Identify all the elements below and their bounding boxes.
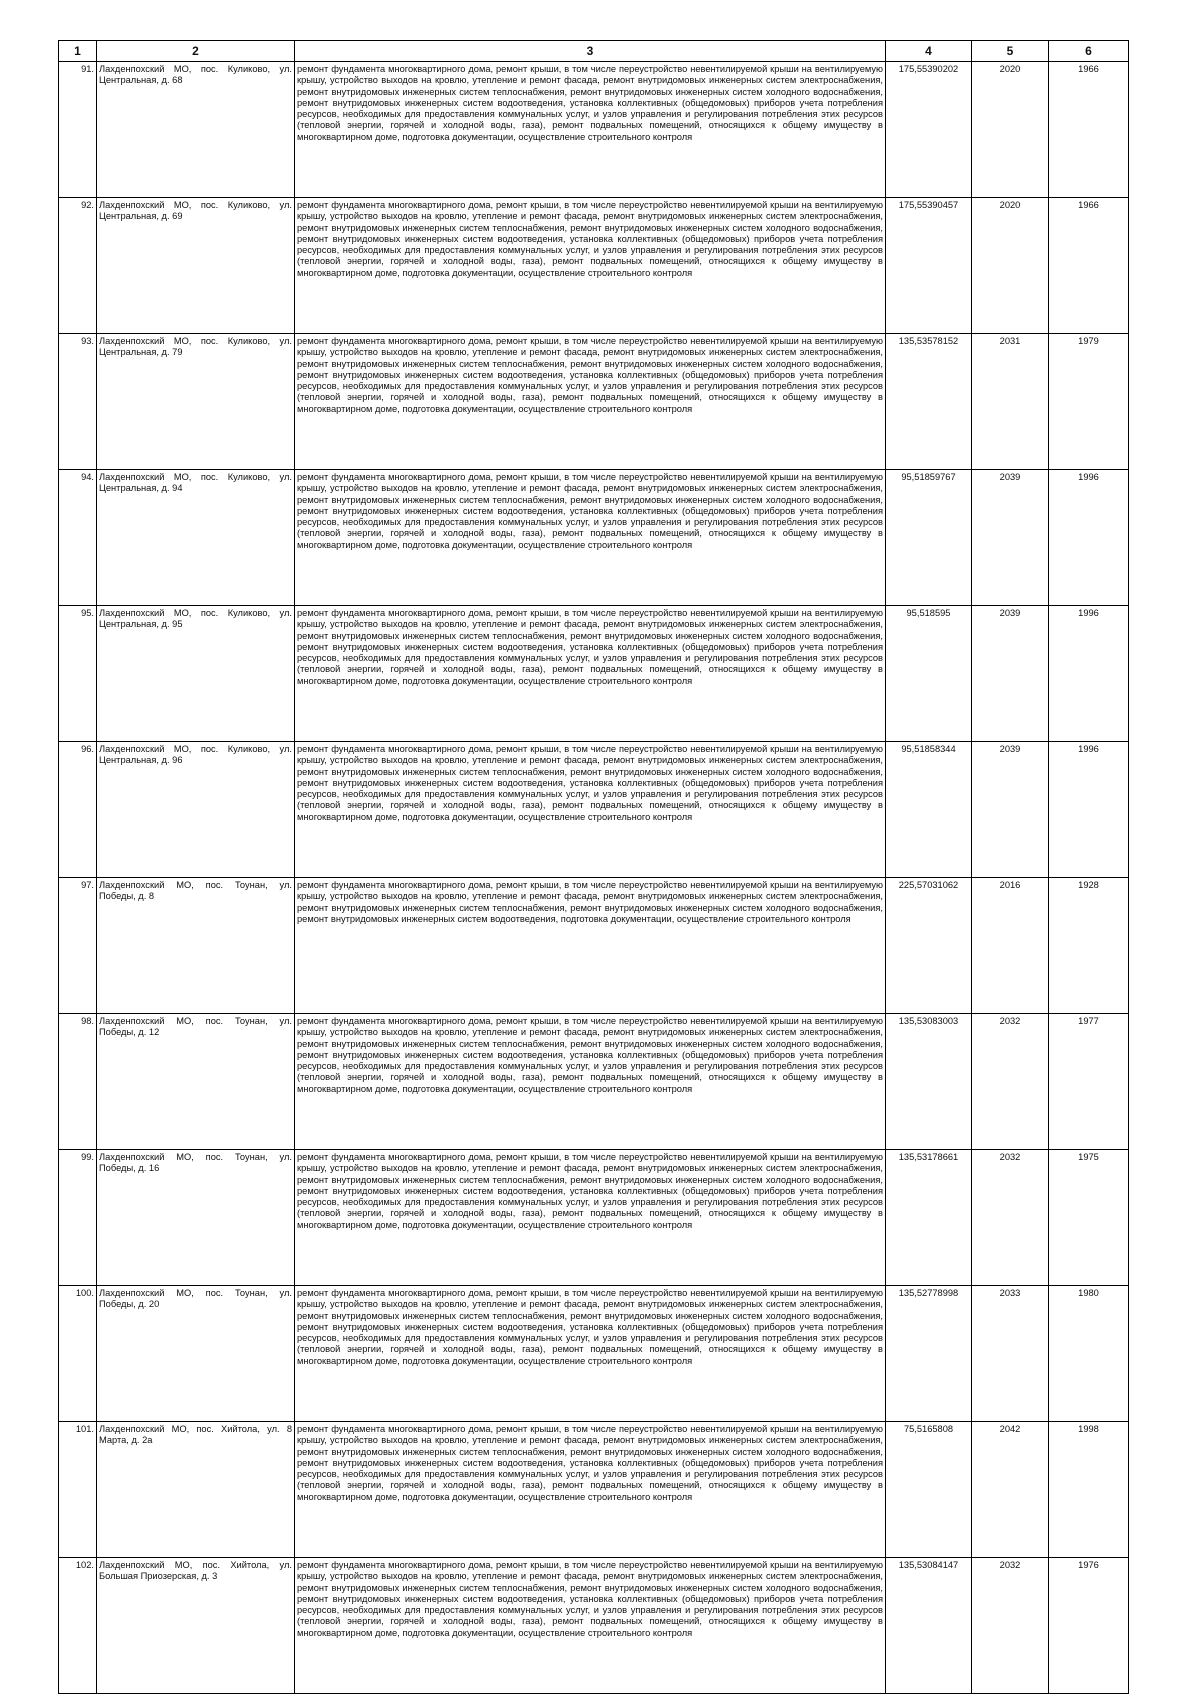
table-row <box>59 62 1129 198</box>
works-description: ремонт фундамента многоквартирного дома, ремонт крыши, в том числе переустройство невентилируемой крыши на вентилируемую крышу, устройство выходов на кровлю, утепление и ремонт фасада, ремонт внутридомовых инженерных систем электроснабжения, ремонт внутридомовых инженерных систем теплоснабжения, ремонт внутридомовых инженерных систем холодного водоснабжения, ремонт внутридомовых инженерных систем водоотведения, установка коллективных (общедомовых) приборов учета потребления ресурсов, необходимых для предоставления коммунальных услуг, и узлов управления и регулирования потребления этих ресурсов (тепловой энергии, горячей и холодной воды, газа), ремонт подвальных помещений, относящихся к общему имуществу в многоквартирном доме, подготовка документации, осуществление строительного контроля <box>295 1286 886 1422</box>
planned-year: 2016 <box>972 878 1049 1014</box>
table-row <box>59 1150 1129 1286</box>
build-year: 1966 <box>1049 62 1129 198</box>
works-description: ремонт фундамента многоквартирного дома, ремонт крыши, в том числе переустройство невентилируемой крыши на вентилируемую крышу, устройство выходов на кровлю, утепление и ремонт фасада, ремонт внутридомовых инженерных систем электроснабжения, ремонт внутридомовых инженерных систем теплоснабжения, ремонт внутридомовых инженерных систем холодного водоснабжения, ремонт внутридомовых инженерных систем водоотведения, установка коллективных (общедомовых) приборов учета потребления ресурсов, необходимых для предоставления коммунальных услуг, и узлов управления и регулирования потребления этих ресурсов (тепловой энергии, горячей и холодной воды, газа), ремонт подвальных помещений, относящихся к общему имуществу в многоквартирном доме, подготовка документации, осуществление строительного контроля <box>295 470 886 606</box>
build-year: 1976 <box>1049 1558 1129 1694</box>
planned-year: 2039 <box>972 606 1049 742</box>
works-description: ремонт фундамента многоквартирного дома, ремонт крыши, в том числе переустройство невентилируемой крыши на вентилируемую крышу, устройство выходов на кровлю, утепление и ремонт фасада, ремонт внутридомовых инженерных систем электроснабжения, ремонт внутридомовых инженерных систем теплоснабжения, ремонт внутридомовых инженерных систем холодного водоснабжения, ремонт внутридомовых инженерных систем водоотведения, установка коллективных (общедомовых) приборов учета потребления ресурсов, необходимых для предоставления коммунальных услуг, и узлов управления и регулирования потребления этих ресурсов (тепловой энергии, горячей и холодной воды, газа), ремонт подвальных помещений, относящихся к общему имуществу в многоквартирном доме, подготовка документации, осуществление строительного контроля <box>295 62 886 198</box>
cost-value: 135,52778998 <box>886 1286 972 1422</box>
row-number: 99. <box>59 1150 97 1286</box>
works-description: ремонт фундамента многоквартирного дома, ремонт крыши, в том числе переустройство невентилируемой крыши на вентилируемую крышу, устройство выходов на кровлю, утепление и ремонт фасада, ремонт внутридомовых инженерных систем электроснабжения, ремонт внутридомовых инженерных систем теплоснабжения, ремонт внутридомовых инженерных систем холодного водоснабжения, ремонт внутридомовых инженерных систем водоотведения, установка коллективных (общедомовых) приборов учета потребления ресурсов, необходимых для предоставления коммунальных услуг, и узлов управления и регулирования потребления этих ресурсов (тепловой энергии, горячей и холодной воды, газа), ремонт подвальных помещений, относящихся к общему имуществу в многоквартирном доме, подготовка документации, осуществление строительного контроля <box>295 198 886 334</box>
house-address: Лахденпохский МО, пос. Тоунан, ул. Победы, д. 16 <box>97 1150 295 1286</box>
works-description: ремонт фундамента многоквартирного дома, ремонт крыши, в том числе переустройство невентилируемой крыши на вентилируемую крышу, устройство выходов на кровлю, утепление и ремонт фасада, ремонт внутридомовых инженерных систем электроснабжения, ремонт внутридомовых инженерных систем теплоснабжения, ремонт внутридомовых инженерных систем холодного водоснабжения, ремонт внутридомовых инженерных систем водоотведения, установка коллективных (общедомовых) приборов учета потребления ресурсов, необходимых для предоставления коммунальных услуг, и узлов управления и регулирования потребления этих ресурсов (тепловой энергии, горячей и холодной воды, газа), ремонт подвальных помещений, относящихся к общему имуществу в многоквартирном доме, подготовка документации, осуществление строительного контроля <box>295 1150 886 1286</box>
house-address: Лахденпохский МО, пос. Тоунан, ул. Победы, д. 8 <box>97 878 295 1014</box>
row-number: 100. <box>59 1286 97 1422</box>
row-number: 91. <box>59 62 97 198</box>
planned-year: 2033 <box>972 1286 1049 1422</box>
cost-value: 75,5165808 <box>886 1422 972 1558</box>
house-address: Лахденпохский МО, пос. Куликово, ул. Центральная, д. 95 <box>97 606 295 742</box>
table-row <box>59 1422 1129 1558</box>
planned-year: 2032 <box>972 1014 1049 1150</box>
table-row <box>59 198 1129 334</box>
house-address: Лахденпохский МО, пос. Тоунан, ул. Победы, д. 12 <box>97 1014 295 1150</box>
table-row <box>59 334 1129 470</box>
planned-year: 2020 <box>972 62 1049 198</box>
house-address: Лахденпохский МО, пос. Куликово, ул. Центральная, д. 69 <box>97 198 295 334</box>
row-number: 101. <box>59 1422 97 1558</box>
house-address: Лахденпохский МО, пос. Куликово, ул. Центральная, д. 96 <box>97 742 295 878</box>
column-header-1: 1 <box>59 41 97 62</box>
row-number: 96. <box>59 742 97 878</box>
house-address: Лахденпохский МО, пос. Куликово, ул. Центральная, д. 94 <box>97 470 295 606</box>
column-header-6: 6 <box>1049 41 1129 62</box>
works-description: ремонт фундамента многоквартирного дома, ремонт крыши, в том числе переустройство невентилируемой крыши на вентилируемую крышу, устройство выходов на кровлю, утепление и ремонт фасада, ремонт внутридомовых инженерных систем электроснабжения, ремонт внутридомовых инженерных систем теплоснабжения, ремонт внутридомовых инженерных систем холодного водоснабжения, ремонт внутридомовых инженерных систем водоотведения, установка коллективных (общедомовых) приборов учета потребления ресурсов, необходимых для предоставления коммунальных услуг, и узлов управления и регулирования потребления этих ресурсов (тепловой энергии, горячей и холодной воды, газа), ремонт подвальных помещений, относящихся к общему имуществу в многоквартирном доме, подготовка документации, осуществление строительного контроля <box>295 1422 886 1558</box>
row-number: 102. <box>59 1558 97 1694</box>
build-year: 1977 <box>1049 1014 1129 1150</box>
works-description: ремонт фундамента многоквартирного дома, ремонт крыши, в том числе переустройство невентилируемой крыши на вентилируемую крышу, устройство выходов на кровлю, утепление и ремонт фасада, ремонт внутридомовых инженерных систем электроснабжения, ремонт внутридомовых инженерных систем теплоснабжения, ремонт внутридомовых инженерных систем холодного водоснабжения, ремонт внутридомовых инженерных систем водоотведения, установка коллективных (общедомовых) приборов учета потребления ресурсов, необходимых для предоставления коммунальных услуг, и узлов управления и регулирования потребления этих ресурсов (тепловой энергии, горячей и холодной воды, газа), ремонт подвальных помещений, относящихся к общему имуществу в многоквартирном доме, подготовка документации, осуществление строительного контроля <box>295 742 886 878</box>
table-row <box>59 606 1129 742</box>
row-number: 95. <box>59 606 97 742</box>
build-year: 1975 <box>1049 1150 1129 1286</box>
build-year: 1998 <box>1049 1422 1129 1558</box>
build-year: 1996 <box>1049 470 1129 606</box>
works-description: ремонт фундамента многоквартирного дома, ремонт крыши, в том числе переустройство невентилируемой крыши на вентилируемую крышу, устройство выходов на кровлю, утепление и ремонт фасада, ремонт внутридомовых инженерных систем электроснабжения, ремонт внутридомовых инженерных систем теплоснабжения, ремонт внутридомовых инженерных систем холодного водоснабжения, ремонт внутридомовых инженерных систем водоотведения, установка коллективных (общедомовых) приборов учета потребления ресурсов, необходимых для предоставления коммунальных услуг, и узлов управления и регулирования потребления этих ресурсов (тепловой энергии, горячей и холодной воды, газа), ремонт подвальных помещений, относящихся к общему имуществу в многоквартирном доме, подготовка документации, осуществление строительного контроля <box>295 334 886 470</box>
cost-value: 135,53084147 <box>886 1558 972 1694</box>
house-address: Лахденпохский МО, пос. Куликово, ул. Центральная, д. 68 <box>97 62 295 198</box>
cost-value: 95,51858344 <box>886 742 972 878</box>
row-number: 97. <box>59 878 97 1014</box>
table-row <box>59 1286 1129 1422</box>
house-address: Лахденпохский МО, пос. Хийтола, ул. Большая Приозерская, д. 3 <box>97 1558 295 1694</box>
house-address: Лахденпохский МО, пос. Тоунан, ул. Победы, д. 20 <box>97 1286 295 1422</box>
column-header-3: 3 <box>295 41 886 62</box>
header-row <box>59 41 1129 62</box>
cost-value: 225,57031062 <box>886 878 972 1014</box>
planned-year: 2042 <box>972 1422 1049 1558</box>
row-number: 94. <box>59 470 97 606</box>
build-year: 1996 <box>1049 606 1129 742</box>
table-row <box>59 470 1129 606</box>
build-year: 1996 <box>1049 742 1129 878</box>
cost-value: 135,53083003 <box>886 1014 972 1150</box>
cost-value: 95,51859767 <box>886 470 972 606</box>
planned-year: 2039 <box>972 470 1049 606</box>
table-row <box>59 878 1129 1014</box>
cost-value: 135,53578152 <box>886 334 972 470</box>
build-year: 1980 <box>1049 1286 1129 1422</box>
planned-year: 2032 <box>972 1558 1049 1694</box>
works-description: ремонт фундамента многоквартирного дома, ремонт крыши, в том числе переустройство невентилируемой крыши на вентилируемую крышу, устройство выходов на кровлю, утепление и ремонт фасада, ремонт внутридомовых инженерных систем электроснабжения, ремонт внутридомовых инженерных систем теплоснабжения, ремонт внутридомовых инженерных систем холодного водоснабжения, ремонт внутридомовых инженерных систем водоотведения, подготовка документации, осуществление строительного контроля <box>295 878 886 1014</box>
table-body <box>59 62 1129 1694</box>
cost-value: 175,55390457 <box>886 198 972 334</box>
house-address: Лахденпохский МО, пос. Хийтола, ул. 8 Марта, д. 2а <box>97 1422 295 1558</box>
planned-year: 2020 <box>972 198 1049 334</box>
cost-value: 95,518595 <box>886 606 972 742</box>
build-year: 1979 <box>1049 334 1129 470</box>
column-header-5: 5 <box>972 41 1049 62</box>
planned-year: 2032 <box>972 1150 1049 1286</box>
row-number: 98. <box>59 1014 97 1150</box>
house-address: Лахденпохский МО, пос. Куликово, ул. Центральная, д. 79 <box>97 334 295 470</box>
table-row <box>59 1014 1129 1150</box>
cost-value: 175,55390202 <box>886 62 972 198</box>
row-number: 93. <box>59 334 97 470</box>
cost-value: 135,53178661 <box>886 1150 972 1286</box>
build-year: 1966 <box>1049 198 1129 334</box>
column-header-4: 4 <box>886 41 972 62</box>
works-description: ремонт фундамента многоквартирного дома, ремонт крыши, в том числе переустройство невентилируемой крыши на вентилируемую крышу, устройство выходов на кровлю, утепление и ремонт фасада, ремонт внутридомовых инженерных систем электроснабжения, ремонт внутридомовых инженерных систем теплоснабжения, ремонт внутридомовых инженерных систем холодного водоснабжения, ремонт внутридомовых инженерных систем водоотведения, установка коллективных (общедомовых) приборов учета потребления ресурсов, необходимых для предоставления коммунальных услуг, и узлов управления и регулирования потребления этих ресурсов (тепловой энергии, горячей и холодной воды, газа), ремонт подвальных помещений, относящихся к общему имуществу в многоквартирном доме, подготовка документации, осуществление строительного контроля <box>295 1558 886 1694</box>
works-description: ремонт фундамента многоквартирного дома, ремонт крыши, в том числе переустройство невентилируемой крыши на вентилируемую крышу, устройство выходов на кровлю, утепление и ремонт фасада, ремонт внутридомовых инженерных систем электроснабжения, ремонт внутридомовых инженерных систем теплоснабжения, ремонт внутридомовых инженерных систем холодного водоснабжения, ремонт внутридомовых инженерных систем водоотведения, установка коллективных (общедомовых) приборов учета потребления ресурсов, необходимых для предоставления коммунальных услуг, и узлов управления и регулирования потребления этих ресурсов (тепловой энергии, горячей и холодной воды, газа), ремонт подвальных помещений, относящихся к общему имуществу в многоквартирном доме, подготовка документации, осуществление строительного контроля <box>295 606 886 742</box>
planned-year: 2031 <box>972 334 1049 470</box>
table-row <box>59 742 1129 878</box>
repair-program-table <box>58 40 1129 1694</box>
table-row <box>59 1558 1129 1694</box>
column-header-2: 2 <box>97 41 295 62</box>
build-year: 1928 <box>1049 878 1129 1014</box>
planned-year: 2039 <box>972 742 1049 878</box>
works-description: ремонт фундамента многоквартирного дома, ремонт крыши, в том числе переустройство невентилируемой крыши на вентилируемую крышу, устройство выходов на кровлю, утепление и ремонт фасада, ремонт внутридомовых инженерных систем электроснабжения, ремонт внутридомовых инженерных систем теплоснабжения, ремонт внутридомовых инженерных систем холодного водоснабжения, ремонт внутридомовых инженерных систем водоотведения, установка коллективных (общедомовых) приборов учета потребления ресурсов, необходимых для предоставления коммунальных услуг, и узлов управления и регулирования потребления этих ресурсов (тепловой энергии, горячей и холодной воды, газа), ремонт подвальных помещений, относящихся к общему имуществу в многоквартирном доме, подготовка документации, осуществление строительного контроля <box>295 1014 886 1150</box>
row-number: 92. <box>59 198 97 334</box>
